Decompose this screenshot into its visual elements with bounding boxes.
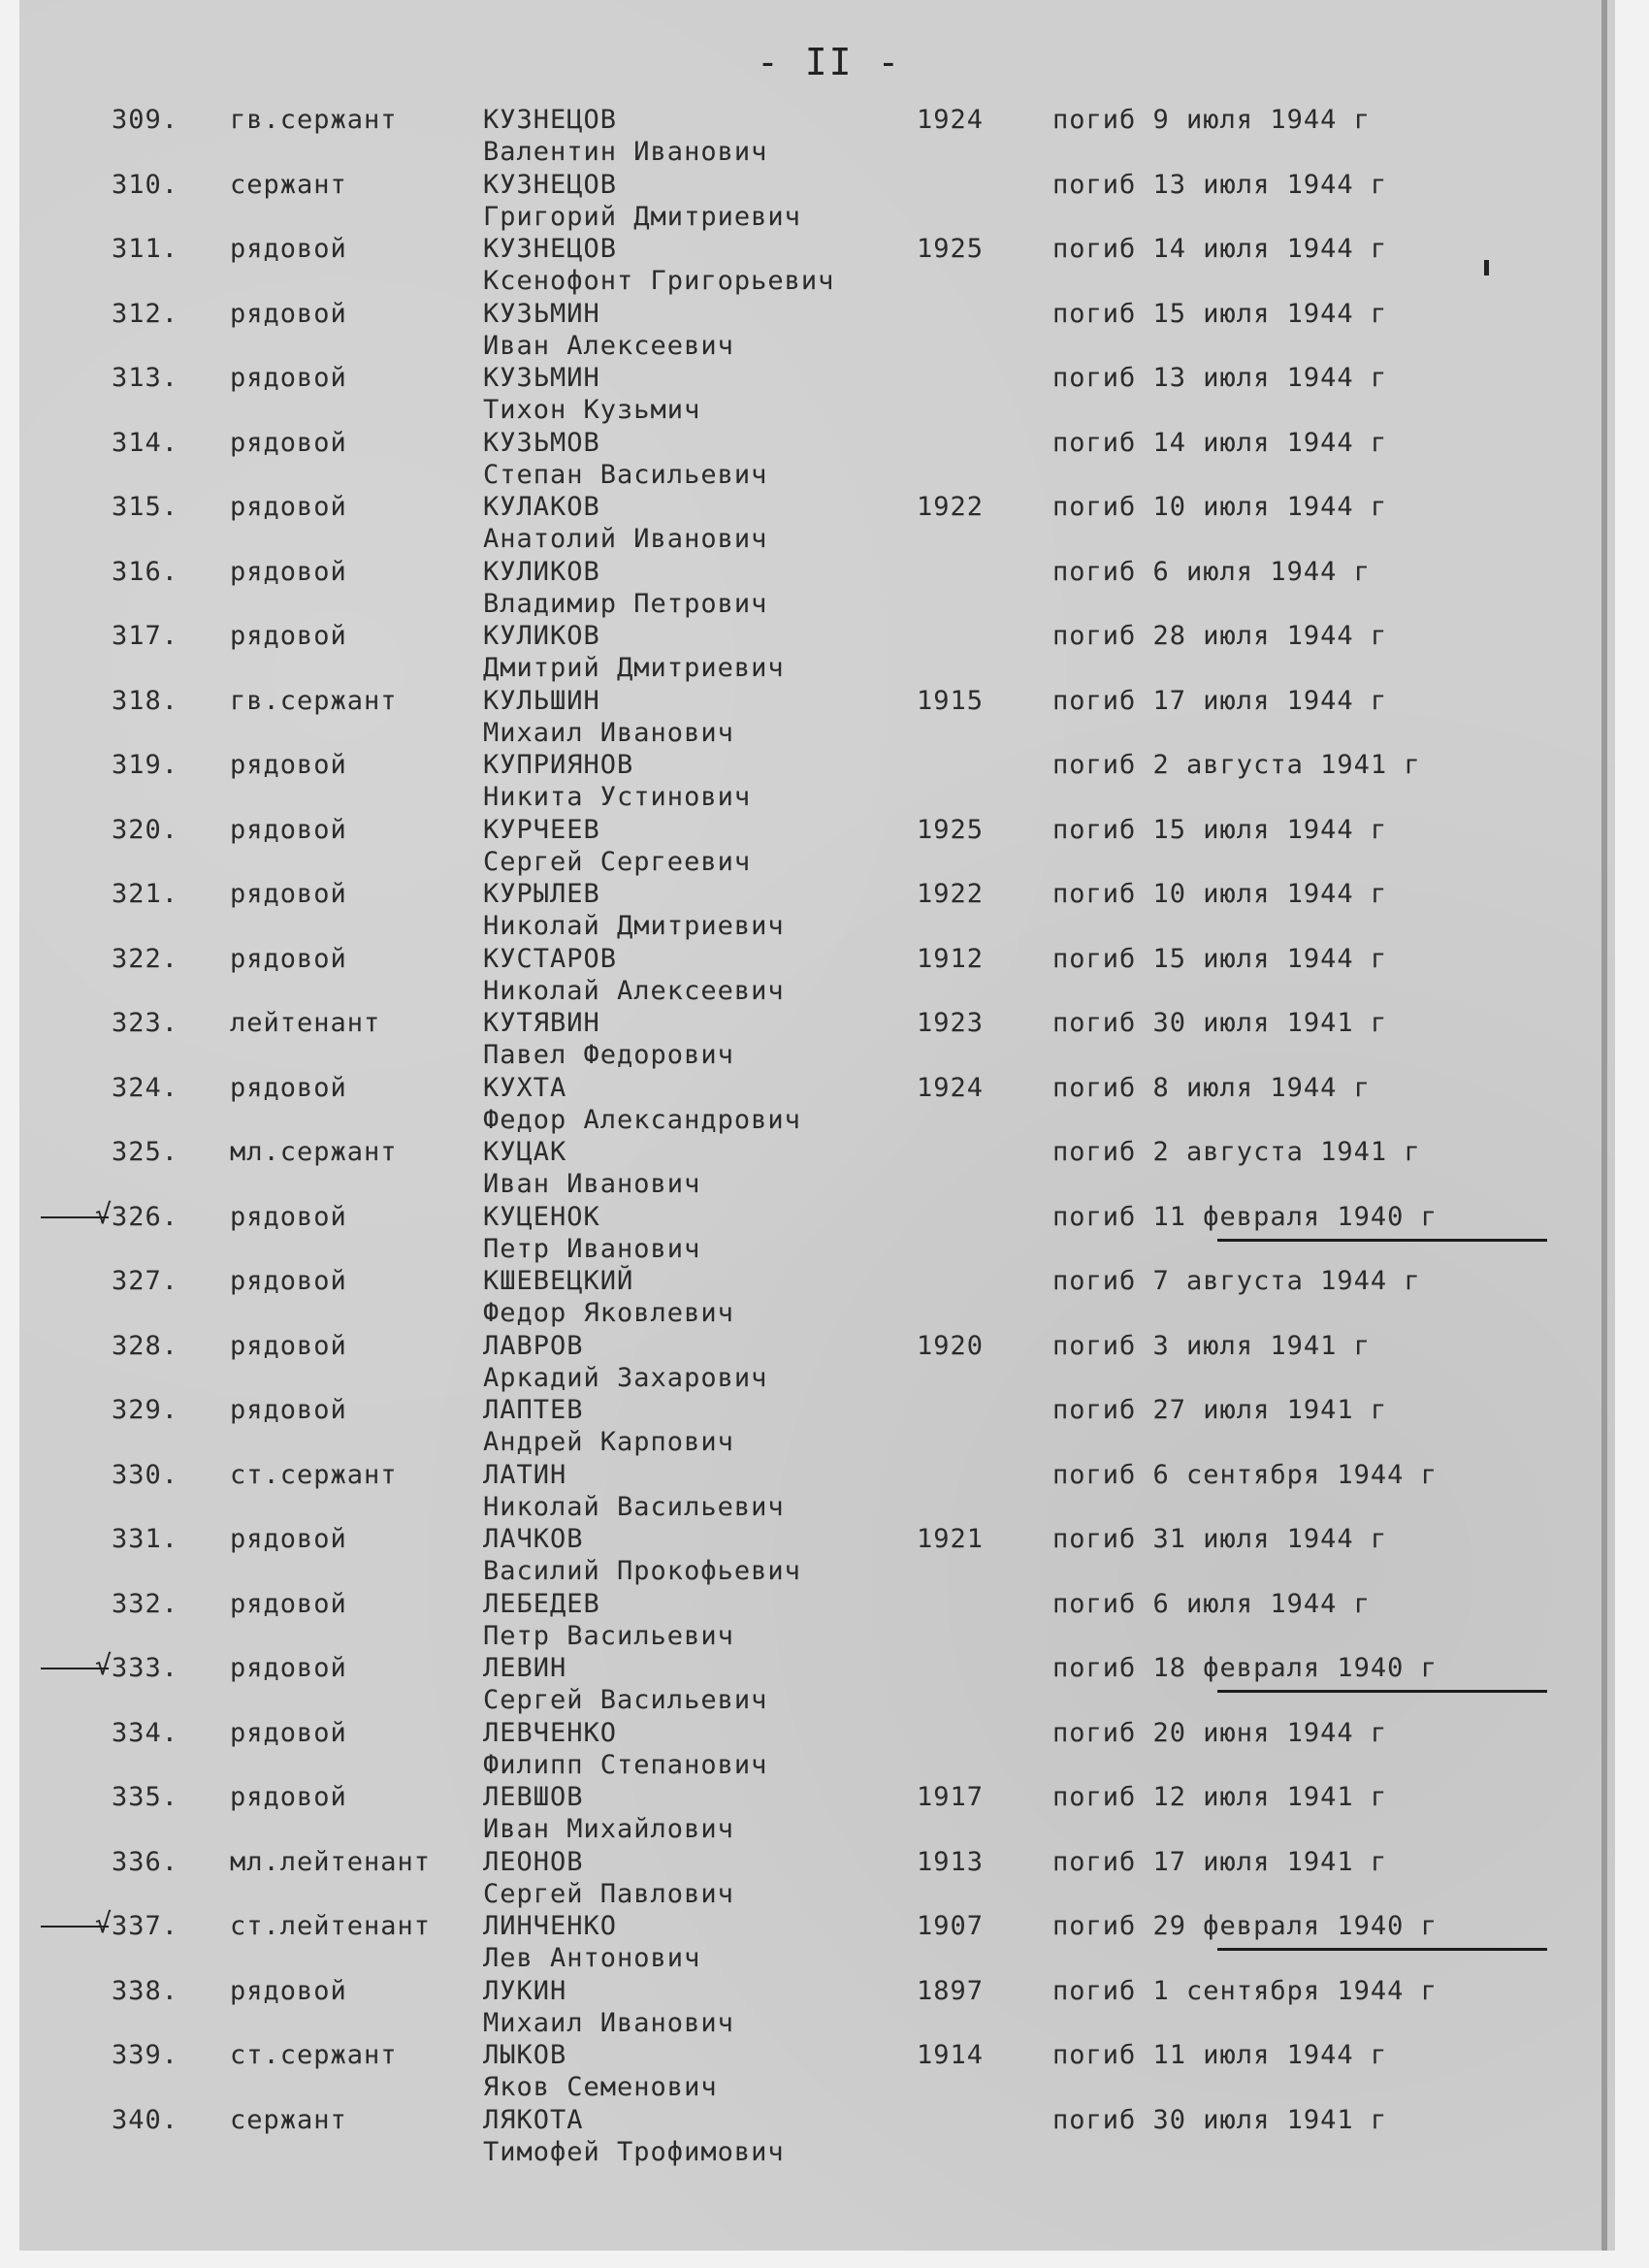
entry-surname: ЛЕВИН xyxy=(483,1653,567,1683)
entry-rank: ст.сержант xyxy=(230,2040,398,2070)
entry-surname: ЛЕВШОВ xyxy=(483,1782,584,1812)
entry-number: 338. xyxy=(112,1975,179,2006)
entry-given-names: Петр Иванович xyxy=(483,1233,701,1264)
entry-death-date: погиб 11 июля 1944 г xyxy=(1052,2040,1388,2070)
list-item xyxy=(19,170,1615,234)
entry-death-date: погиб 1 сентября 1944 г xyxy=(1052,1975,1438,2006)
entry-given-names: Сергей Павлович xyxy=(483,1878,734,1909)
entry-number: 335. xyxy=(112,1782,179,1812)
entry-given-names: Яков Семенович xyxy=(483,2072,718,2102)
entry-rank: рядовой xyxy=(230,298,347,329)
document-page xyxy=(19,0,1615,2251)
entry-rank: рядовой xyxy=(230,1782,347,1812)
entry-number: 310. xyxy=(112,169,179,200)
entry-rank: сержант xyxy=(230,169,347,200)
entry-given-names: Михаил Иванович xyxy=(483,2007,734,2038)
check-mark-icon: √ xyxy=(95,1649,112,1681)
entry-rank: рядовой xyxy=(230,1975,347,2006)
entry-rank: рядовой xyxy=(230,1330,347,1361)
entry-surname: ЛАТИН xyxy=(483,1459,567,1490)
list-item xyxy=(19,428,1615,492)
list-item xyxy=(19,299,1615,363)
entry-given-names: Павел Федорович xyxy=(483,1040,734,1070)
entry-death-date: погиб 20 июня 1944 г xyxy=(1052,1717,1388,1748)
entry-birth-year: 1915 xyxy=(917,685,985,716)
entry-surname: КУРЧЕЕВ xyxy=(483,814,600,845)
entry-death-date: погиб 17 июля 1944 г xyxy=(1052,685,1388,716)
entry-birth-year: 1917 xyxy=(917,1782,985,1812)
list-item xyxy=(19,1589,1615,1653)
entry-surname: КУЗЬМИН xyxy=(483,298,600,329)
entry-given-names: Григорий Дмитриевич xyxy=(483,201,801,232)
entry-death-date: погиб 13 июля 1944 г xyxy=(1052,363,1388,393)
check-mark-icon: √ xyxy=(95,1907,112,1939)
entry-given-names: Владимир Петрович xyxy=(483,588,768,619)
list-item xyxy=(19,944,1615,1008)
entry-death-date: погиб 28 июля 1944 г xyxy=(1052,621,1388,651)
list-item xyxy=(19,1782,1615,1846)
entry-number: 311. xyxy=(112,234,179,264)
entry-surname: ЛАЧКОВ xyxy=(483,1524,584,1554)
entry-death-date: погиб 31 июля 1944 г xyxy=(1052,1524,1388,1554)
entry-given-names: Дмитрий Дмитриевич xyxy=(483,653,785,683)
entry-birth-year: 1912 xyxy=(917,943,985,974)
entry-given-names: Степан Васильевич xyxy=(483,459,768,490)
entry-birth-year: 1897 xyxy=(917,1975,985,2006)
entry-number: 337. xyxy=(112,1911,179,1941)
list-item xyxy=(19,1008,1615,1072)
entry-surname: КУСТАРОВ xyxy=(483,943,618,974)
entry-birth-year: 1907 xyxy=(917,1911,985,1941)
entry-surname: ЛАВРОВ xyxy=(483,1330,584,1361)
entry-given-names: Михаил Иванович xyxy=(483,717,734,748)
entry-number: 322. xyxy=(112,943,179,974)
entry-surname: ЛЕБЕДЕВ xyxy=(483,1588,600,1619)
list-item xyxy=(19,1266,1615,1330)
entry-death-date: погиб 10 июля 1944 г xyxy=(1052,879,1388,909)
entry-given-names: Иван Иванович xyxy=(483,1169,701,1199)
list-item xyxy=(19,1524,1615,1588)
entry-number: 328. xyxy=(112,1330,179,1361)
entry-number: 333. xyxy=(112,1653,179,1683)
list-item xyxy=(19,686,1615,750)
entry-surname: КШЕВЕЦКИЙ xyxy=(483,1266,634,1296)
entry-rank: рядовой xyxy=(230,943,347,974)
list-item xyxy=(19,1137,1615,1201)
entry-number: 326. xyxy=(112,1201,179,1232)
entry-surname: ЛЕВЧЕНКО xyxy=(483,1717,618,1748)
entry-number: 325. xyxy=(112,1137,179,1167)
entry-number: 330. xyxy=(112,1459,179,1490)
entry-death-date: погиб 9 июля 1944 г xyxy=(1052,105,1371,135)
entry-rank: рядовой xyxy=(230,427,347,458)
entry-death-date: погиб 27 июля 1941 г xyxy=(1052,1395,1388,1425)
list-item xyxy=(19,1907,1615,1975)
entry-number: 320. xyxy=(112,814,179,845)
entry-death-date: погиб 14 июля 1944 г xyxy=(1052,234,1388,264)
entry-number: 318. xyxy=(112,685,179,716)
entry-death-date: погиб 17 июля 1941 г xyxy=(1052,1846,1388,1877)
entry-death-date: погиб 18 февраля 1940 г xyxy=(1052,1653,1438,1683)
entry-given-names: Лев Антонович xyxy=(483,1943,701,1973)
list-item xyxy=(19,1460,1615,1524)
entry-rank: рядовой xyxy=(230,1588,347,1619)
list-item xyxy=(19,1331,1615,1395)
entry-surname: КУЗЬМОВ xyxy=(483,427,600,458)
list-item xyxy=(19,363,1615,427)
entry-rank: рядовой xyxy=(230,363,347,393)
entry-rank: рядовой xyxy=(230,1717,347,1748)
entry-surname: КУЗНЕЦОВ xyxy=(483,234,618,264)
entry-death-date: погиб 15 июля 1944 г xyxy=(1052,298,1388,329)
entry-number: 336. xyxy=(112,1846,179,1877)
list-item xyxy=(19,492,1615,556)
entry-surname: КУЛИКОВ xyxy=(483,556,600,587)
entry-given-names: Николай Васильевич xyxy=(483,1491,785,1522)
entry-birth-year: 1925 xyxy=(917,814,985,845)
entry-given-names: Ксенофонт Григорьевич xyxy=(483,266,835,296)
entry-number: 331. xyxy=(112,1524,179,1554)
entry-given-names: Анатолий Иванович xyxy=(483,524,768,554)
entry-death-date: погиб 14 июля 1944 г xyxy=(1052,427,1388,458)
entry-surname: КУЛИКОВ xyxy=(483,621,600,651)
entry-given-names: Федор Яковлевич xyxy=(483,1298,734,1328)
entry-number: 334. xyxy=(112,1717,179,1748)
handwritten-underline xyxy=(1217,1239,1547,1242)
entry-death-date: погиб 12 июля 1941 г xyxy=(1052,1782,1388,1812)
entry-rank: рядовой xyxy=(230,1266,347,1296)
entry-rank: ст.лейтенант xyxy=(230,1911,432,1941)
entry-rank: рядовой xyxy=(230,814,347,845)
entry-given-names: Аркадий Захарович xyxy=(483,1362,768,1393)
list-item xyxy=(19,1395,1615,1459)
entry-rank: рядовой xyxy=(230,1395,347,1425)
entry-rank: рядовой xyxy=(230,1072,347,1103)
entry-rank: лейтенант xyxy=(230,1008,381,1038)
entry-birth-year: 1913 xyxy=(917,1846,985,1877)
entry-surname: ЛЫКОВ xyxy=(483,2040,567,2070)
entry-rank: рядовой xyxy=(230,1653,347,1683)
entry-surname: ЛЕОНОВ xyxy=(483,1846,584,1877)
entry-number: 324. xyxy=(112,1072,179,1103)
entry-number: 309. xyxy=(112,105,179,135)
entry-surname: КУХТА xyxy=(483,1072,567,1103)
entry-death-date: погиб 11 февраля 1940 г xyxy=(1052,1201,1438,1232)
entry-surname: КУЦЕНОК xyxy=(483,1201,600,1232)
entry-number: 321. xyxy=(112,879,179,909)
entry-death-date: погиб 15 июля 1944 г xyxy=(1052,943,1388,974)
entry-rank: ст.сержант xyxy=(230,1459,398,1490)
entry-rank: гв.сержант xyxy=(230,105,398,135)
entry-given-names: Иван Михайлович xyxy=(483,1814,734,1844)
handwritten-underline xyxy=(1217,1690,1547,1693)
entry-given-names: Филипп Степанович xyxy=(483,1749,768,1780)
list-item xyxy=(19,1649,1615,1717)
list-item xyxy=(19,557,1615,621)
entry-death-date: погиб 6 июля 1944 г xyxy=(1052,1588,1371,1619)
entry-given-names: Тихон Кузьмич xyxy=(483,395,701,425)
entry-surname: ЛЯКОТА xyxy=(483,2104,584,2135)
entry-surname: ЛАПТЕВ xyxy=(483,1395,584,1425)
entry-birth-year: 1922 xyxy=(917,879,985,909)
list-item xyxy=(19,105,1615,169)
list-item xyxy=(19,2105,1615,2169)
entry-birth-year: 1924 xyxy=(917,1072,985,1103)
entry-death-date: погиб 7 августа 1944 г xyxy=(1052,1266,1421,1296)
entry-number: 339. xyxy=(112,2040,179,2070)
entry-given-names: Николай Алексеевич xyxy=(483,975,785,1006)
entry-rank: сержант xyxy=(230,2104,347,2135)
entry-rank: рядовой xyxy=(230,556,347,587)
entry-number: 327. xyxy=(112,1266,179,1296)
entry-rank: рядовой xyxy=(230,621,347,651)
entry-birth-year: 1925 xyxy=(917,234,985,264)
entry-surname: КУПРИЯНОВ xyxy=(483,750,634,780)
entry-given-names: Андрей Карпович xyxy=(483,1427,734,1457)
entry-given-names: Василий Прокофьевич xyxy=(483,1556,801,1586)
entry-death-date: погиб 2 августа 1941 г xyxy=(1052,1137,1421,1167)
entry-number: 312. xyxy=(112,298,179,329)
entry-number: 329. xyxy=(112,1395,179,1425)
entry-rank: гв.сержант xyxy=(230,685,398,716)
entry-death-date: погиб 29 февраля 1940 г xyxy=(1052,1911,1438,1941)
entry-given-names: Петр Васильевич xyxy=(483,1620,734,1651)
list-item xyxy=(19,815,1615,879)
entry-given-names: Федор Александрович xyxy=(483,1104,801,1135)
entry-rank: рядовой xyxy=(230,1201,347,1232)
entry-surname: КУЗНЕЦОВ xyxy=(483,169,618,200)
entry-rank: мл.лейтенант xyxy=(230,1846,432,1877)
entry-death-date: погиб 6 июля 1944 г xyxy=(1052,556,1371,587)
entry-surname: КУЦАК xyxy=(483,1137,567,1167)
entry-number: 317. xyxy=(112,621,179,651)
list-item xyxy=(19,1718,1615,1782)
entry-rank: рядовой xyxy=(230,750,347,780)
entry-surname: КУЗНЕЦОВ xyxy=(483,105,618,135)
list-item xyxy=(19,1073,1615,1137)
entry-birth-year: 1914 xyxy=(917,2040,985,2070)
scan-speck xyxy=(1484,260,1489,275)
entry-given-names: Николай Дмитриевич xyxy=(483,911,785,941)
entry-rank: мл.сержант xyxy=(230,1137,398,1167)
entry-given-names: Валентин Иванович xyxy=(483,137,768,167)
entry-number: 340. xyxy=(112,2104,179,2135)
entry-birth-year: 1920 xyxy=(917,1330,985,1361)
list-item xyxy=(19,750,1615,814)
entry-death-date: погиб 30 июля 1941 г xyxy=(1052,1008,1388,1038)
entry-death-date: погиб 30 июля 1941 г xyxy=(1052,2104,1388,2135)
entry-given-names: Никита Устинович xyxy=(483,782,752,812)
entry-number: 315. xyxy=(112,492,179,522)
entry-birth-year: 1924 xyxy=(917,105,985,135)
entry-death-date: погиб 2 августа 1941 г xyxy=(1052,750,1421,780)
entry-rank: рядовой xyxy=(230,234,347,264)
list-item xyxy=(19,1847,1615,1911)
entry-surname: ЛИНЧЕНКО xyxy=(483,1911,618,1941)
entry-surname: КУРЫЛЕВ xyxy=(483,879,600,909)
entry-death-date: погиб 13 июля 1944 г xyxy=(1052,169,1388,200)
handwritten-underline xyxy=(1217,1948,1547,1951)
entry-surname: КУЗЬМИН xyxy=(483,363,600,393)
list-item xyxy=(19,621,1615,685)
entry-rank: рядовой xyxy=(230,492,347,522)
list-item xyxy=(19,2040,1615,2104)
entry-birth-year: 1921 xyxy=(917,1524,985,1554)
entry-given-names: Сергей Васильевич xyxy=(483,1685,768,1715)
page-edge-shadow xyxy=(1601,0,1607,2251)
entry-surname: КУЛЬШИН xyxy=(483,685,600,716)
entry-death-date: погиб 3 июля 1941 г xyxy=(1052,1330,1371,1361)
list-item xyxy=(19,234,1615,298)
entry-given-names: Иван Алексеевич xyxy=(483,330,734,361)
entry-death-date: погиб 10 июля 1944 г xyxy=(1052,492,1388,522)
list-item xyxy=(19,1976,1615,2040)
entry-death-date: погиб 8 июля 1944 г xyxy=(1052,1072,1371,1103)
entry-surname: ЛУКИН xyxy=(483,1975,567,2006)
entry-number: 323. xyxy=(112,1008,179,1038)
entry-number: 332. xyxy=(112,1588,179,1619)
entry-number: 314. xyxy=(112,427,179,458)
list-item xyxy=(19,1197,1615,1266)
entry-number: 316. xyxy=(112,556,179,587)
entry-birth-year: 1923 xyxy=(917,1008,985,1038)
list-item xyxy=(19,879,1615,943)
entry-death-date: погиб 15 июля 1944 г xyxy=(1052,814,1388,845)
entry-death-date: погиб 6 сентября 1944 г xyxy=(1052,1459,1438,1490)
page-number: - II - xyxy=(757,41,902,83)
entry-birth-year: 1922 xyxy=(917,492,985,522)
entry-number: 313. xyxy=(112,363,179,393)
entry-given-names: Сергей Сергеевич xyxy=(483,846,752,877)
entry-rank: рядовой xyxy=(230,879,347,909)
entry-given-names: Тимофей Трофимович xyxy=(483,2136,785,2167)
entry-number: 319. xyxy=(112,750,179,780)
entry-rank: рядовой xyxy=(230,1524,347,1554)
entry-surname: КУЛАКОВ xyxy=(483,492,600,522)
check-mark-icon: √ xyxy=(95,1197,112,1230)
entry-surname: КУТЯВИН xyxy=(483,1008,600,1038)
